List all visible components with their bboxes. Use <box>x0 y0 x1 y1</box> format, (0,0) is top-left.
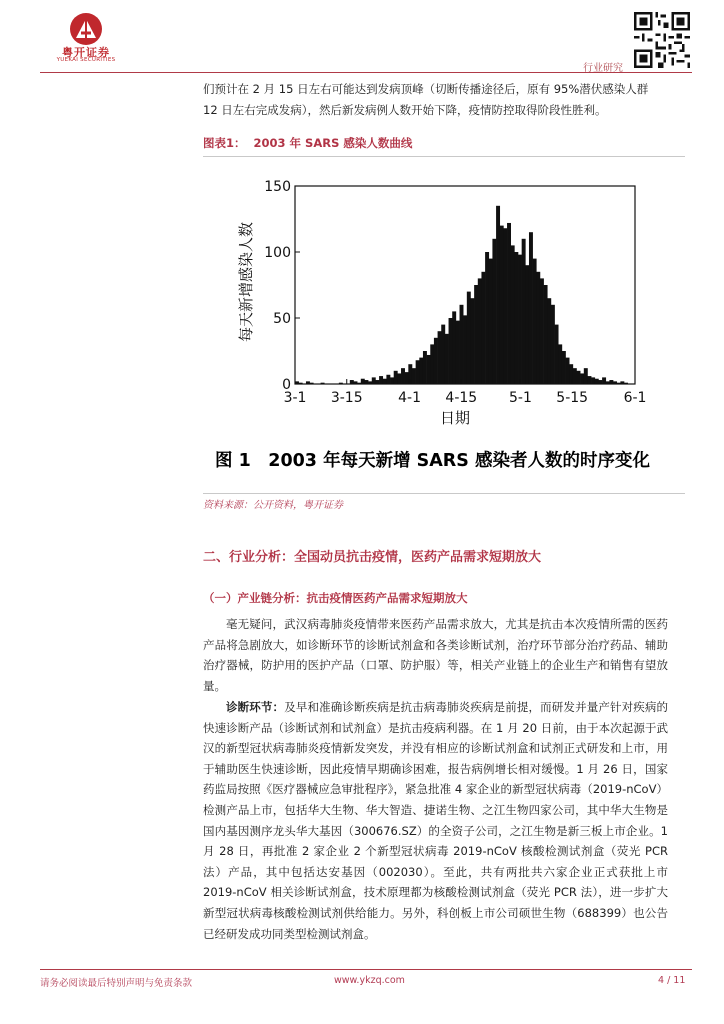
sub-section-heading: （一）产业链分析：抗击疫情医药产品需求短期放大 <box>203 591 468 605</box>
bar <box>449 318 453 384</box>
bar <box>412 368 416 384</box>
logo-text-cn: 粤开证券 <box>62 46 110 59</box>
bar <box>430 344 434 384</box>
bar <box>460 305 464 384</box>
bar <box>606 381 610 384</box>
footer-url-link[interactable]: www.ykzq.com <box>334 975 405 986</box>
bar <box>470 298 474 384</box>
bar <box>584 368 588 384</box>
bar <box>500 226 504 384</box>
bar <box>481 272 485 384</box>
bar <box>339 383 343 384</box>
y-tick-label: 50 <box>273 311 291 327</box>
bar <box>609 380 613 384</box>
y-tick-label: 150 <box>264 179 291 195</box>
bar <box>529 232 533 384</box>
bar <box>350 380 354 384</box>
x-tick-label: 5-1 <box>508 390 532 406</box>
bar <box>452 311 456 384</box>
footer-disclaimer-link[interactable]: 请务必阅读最后特别声明与免责条款 <box>40 978 193 989</box>
bar <box>573 368 577 384</box>
bar <box>427 355 431 384</box>
bar <box>438 331 442 384</box>
header-divider <box>40 72 692 73</box>
figure-bottom-rule <box>203 493 685 494</box>
yuekai-logo-icon <box>64 12 108 46</box>
figure-title-text: 2003 年 SARS 感染人数曲线 <box>253 136 413 150</box>
page-number: 4 / 11 <box>658 975 686 986</box>
y-axis-label: 每天新增感染人数 <box>237 221 255 343</box>
bar <box>394 371 398 384</box>
bar <box>364 380 368 384</box>
bar <box>511 245 515 384</box>
bar <box>555 325 559 384</box>
bar-series <box>295 206 628 384</box>
bar <box>489 259 493 384</box>
bar <box>478 278 482 384</box>
bar <box>383 379 387 384</box>
x-tick-label: 4-1 <box>398 390 422 406</box>
bar <box>598 380 602 384</box>
bar <box>353 381 357 384</box>
bar <box>533 259 537 384</box>
section-label: 行业研究 <box>583 63 623 74</box>
bar <box>587 376 591 384</box>
paragraph-lead: 诊断环节： <box>226 700 285 714</box>
bar <box>445 334 449 384</box>
paragraph-demand: 毫无疑问，武汉病毒肺炎疫情带来医药产品需求放大，尤其是抗击本次疫情所需的医药产品将急剧放大，如诊断环节的诊断试剂盒和各类诊断试剂，治疗环节部分治疗药品、辅助治疗器械，防护用的医护产品（口罩、防护服）等，相关产业链上的企业生产和销售有望放量。 <box>203 617 668 693</box>
bar <box>357 383 361 384</box>
bar <box>518 255 522 384</box>
y-tick-label: 0 <box>282 377 291 393</box>
bar <box>467 292 471 384</box>
bar <box>441 325 445 384</box>
section-heading: 二、行业分析：全国动员抗击疫情，医药产品需求短期放大 <box>203 550 542 565</box>
logo-text-en: YUEKAI SECURITIES <box>56 57 116 63</box>
bar <box>463 315 467 384</box>
bar <box>485 252 489 384</box>
bar <box>306 381 310 384</box>
bar <box>566 358 570 384</box>
bar <box>551 305 555 384</box>
bar <box>522 239 526 384</box>
x-tick-label: 5-15 <box>556 390 589 406</box>
figure-top-rule <box>203 156 685 157</box>
intro-line-1: 们预计在 2 月 15 日左右可能达到发病顶峰（切断传播途径后，原有 95%潜伏感染人群 <box>203 82 649 96</box>
bar <box>361 379 365 384</box>
bar <box>397 373 401 384</box>
bar <box>379 376 383 384</box>
bar <box>401 368 405 384</box>
figure-label: 图表1： <box>203 136 246 150</box>
bar <box>620 381 624 384</box>
bar <box>321 383 325 384</box>
sars-daily-cases-chart <box>203 160 685 490</box>
bar <box>613 381 617 384</box>
bar <box>547 298 551 384</box>
bar <box>423 351 427 384</box>
bar <box>540 278 544 384</box>
bar <box>558 344 562 384</box>
bar <box>434 338 438 384</box>
footer-divider <box>40 969 692 970</box>
bar <box>368 381 372 384</box>
y-tick-label: 100 <box>264 245 291 261</box>
bar <box>525 265 529 384</box>
bar <box>496 206 500 384</box>
bar <box>544 285 548 384</box>
bar <box>591 377 595 384</box>
figure-source: 资料来源：公开资料，粤开证券 <box>203 500 343 511</box>
paragraph-diagnosis-text: 及早和准确诊断疾病是抗击病毒肺炎疾病是前提，而研发并量产针对疾病的快速诊断产品（诊断试剂和试剂盒）是抗击疫病利器。在 1 月 20 日前，由于本次起源于武汉的新型冠状病毒肺炎疫情新发突发，并没有相应的诊断试剂盒和试剂正式研发和上市，用于辅助医生快速诊断，因此疫情早期确诊困难，报告病例增长相对缓慢。1 月 26 日，国家药监局按照《医疗器械应急审批程序》，紧急批准 4 家企业的新型冠状病毒（2019-nCoV）检测产品上市，包括华大生物、华大智造、捷诺生物、之江生物四家公司，其中华大生物是国内基因测序龙头华大基因（300676.SZ）的全资子公司，之江生物是新三板上市企业。1 月 28 日，再批准 2 家企业 2 个新型冠状病毒 2019-nCoV 核酸检测试剂盒（荧光 PCR 法）产品，其中包括达安基因（002030）。至此，共有两批共六家企业正式获批上市 2019-nCoV 相关诊断试剂盒，技术原理都为核酸检测试剂盒（荧光 PCR 法），进一步扩大新型冠状病毒核酸检测试剂供给能力。另外，科创板上市公司硕世生物（688399）也公告已经研发成功同类型检测试剂盒。 <box>203 700 669 941</box>
x-tick-label: 3-15 <box>330 390 363 406</box>
figure-caption: 图 1 2003 年每天新增 SARS 感染者人数的时序变化 <box>215 451 650 471</box>
bar <box>310 383 314 384</box>
bar <box>577 371 581 384</box>
x-tick-label: 6-1 <box>623 390 647 406</box>
bar <box>390 377 394 384</box>
bar <box>419 358 423 384</box>
bar <box>514 252 518 384</box>
bar <box>386 375 390 384</box>
intro-line-2: 12 日左右完成发病），然后新发病例人数开始下降，疫情防控取得阶段性胜利。 <box>203 103 607 117</box>
bar <box>456 321 460 384</box>
bar <box>375 380 379 384</box>
bar <box>624 383 628 384</box>
bar <box>474 285 478 384</box>
x-axis-label: 日期 <box>439 409 471 427</box>
bar <box>372 377 376 384</box>
bar <box>503 228 507 384</box>
bar <box>416 360 420 384</box>
bar <box>408 364 412 384</box>
x-tick-label: 3-1 <box>283 390 307 406</box>
bar <box>580 373 584 384</box>
figure-title <box>203 135 412 151</box>
bar <box>405 372 409 384</box>
bar <box>492 239 496 384</box>
bar <box>602 377 606 384</box>
bar <box>507 223 511 384</box>
bar <box>617 383 621 384</box>
qr-code-icon <box>634 12 690 68</box>
bar <box>536 272 540 384</box>
paragraph-diagnosis <box>203 697 668 944</box>
x-tick-label: 4-15 <box>445 390 478 406</box>
bar <box>562 351 566 384</box>
bar <box>595 379 599 384</box>
